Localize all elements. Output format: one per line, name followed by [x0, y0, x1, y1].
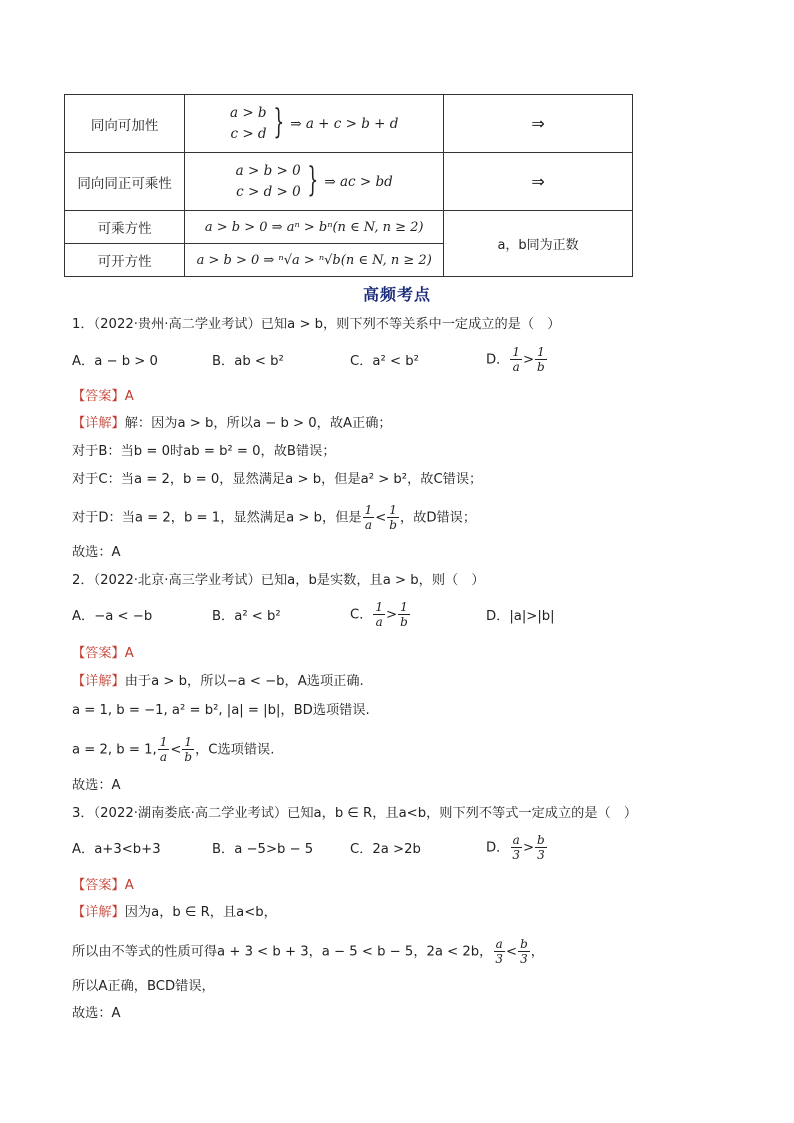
formula-line: a > b: [229, 104, 267, 121]
property-name: 可开方性: [65, 244, 185, 277]
q3-choose: 故选：A: [72, 1006, 121, 1021]
property-formula: [185, 95, 444, 153]
q1-option-b: B．ab < b²: [212, 354, 284, 369]
property-result: a，b同为正数: [444, 211, 633, 277]
formula-line: c > d > 0: [236, 183, 301, 200]
q3-detail-2: 所以由不等式的性质可得a + 3 < b + 3，a − 5 < b − 5，2a < 2b， $\frac{a}{3}$ < $\frac{b}{3}$ ，: [72, 937, 544, 966]
q3-option-a: A．a+3<b+3: [72, 842, 161, 857]
q3-option-d: D． $\frac{a}{3}$ > $\frac{b}{3}$: [486, 833, 545, 862]
property-result: ⇒: [444, 95, 633, 153]
q2-detail-2: a = 1, b = −1, a² = b², |a| = |b|，BD选项错误.: [72, 703, 370, 718]
question-3-stem: 3．（2022·湖南娄底·高二学业考试）已知a，b ∈ R，且a<b，则下列不等式一定成立的是（ ）: [72, 806, 638, 821]
table-row: [65, 153, 633, 211]
q2-choose: 故选：A: [72, 778, 121, 793]
q1-option-a: A．a − b > 0: [72, 354, 158, 369]
property-formula: a > b > 0 ⇒ ⁿ√a > ⁿ√b(n ∈ N, n ≥ 2): [185, 244, 444, 277]
property-name: 同向同正可乘性: [65, 153, 185, 211]
q2-answer: 【答案】A: [72, 646, 134, 661]
formula-conclusion: ⇒ ac > bd: [324, 173, 393, 190]
q2-option-d: D．|a|>|b|: [486, 609, 555, 624]
property-formula: [185, 153, 444, 211]
table-row: [65, 211, 633, 244]
q3-detail-3: 所以A正确，BCD错误，: [72, 979, 215, 994]
q3-detail-1: 【详解】因为a，b ∈ R，且a<b，: [72, 905, 277, 920]
property-name: 可乘方性: [65, 211, 185, 244]
q1-detail-3: 对于C：当a = 2，b = 0，显然满足a > b，但是a² > b²，故C错误；: [72, 472, 483, 487]
property-formula: a > b > 0 ⇒ aⁿ > bⁿ(n ∈ N, n ≥ 2): [185, 211, 444, 244]
q1-option-c: C．a² < b²: [350, 354, 419, 369]
question-1-stem: 1．（2022·贵州·高二学业考试）已知a > b，则下列不等关系中一定成立的是（ ）: [72, 317, 561, 332]
formula-conclusion: ⇒ a + c > b + d: [290, 115, 399, 132]
q1-detail-2: 对于B：当b = 0时ab = b² = 0，故B错误；: [72, 444, 336, 459]
right-brace-icon: }: [307, 159, 318, 200]
property-result: ⇒: [444, 153, 633, 211]
q3-option-b: B．a −5>b − 5: [212, 842, 314, 857]
q1-answer: 【答案】A: [72, 389, 134, 404]
q2-detail-3: a = 2, b = 1, $\frac{1}{a}$ < $\frac{1}{b}$ ，C选项错误.: [72, 735, 275, 764]
table-row: [65, 95, 633, 153]
section-title: 高频考点: [362, 285, 431, 304]
question-2-stem: 2．（2022·北京·高三学业考试）已知a，b是实数，且a > b，则（ ）: [72, 573, 485, 588]
q2-option-a: A．−a < −b: [72, 609, 153, 624]
q1-choose: 故选：A: [72, 545, 121, 560]
right-brace-icon: }: [272, 101, 284, 142]
q1-detail-4: 对于D：当a = 2，b = 1，显然满足a > b，但是 $\frac{1}{a}$ < $\frac{1}{b}$ ，故D错误；: [72, 503, 477, 532]
q2-option-c: C． $\frac{1}{a}$ > $\frac{1}{b}$: [350, 600, 408, 629]
q3-answer: 【答案】A: [72, 878, 134, 893]
inequality-properties-table: [64, 94, 633, 277]
q3-option-c: C．2a >2b: [350, 842, 421, 857]
formula-line: a > b > 0: [235, 162, 301, 179]
property-name: 同向可加性: [65, 95, 185, 153]
q2-detail-1: 【详解】由于a > b，所以−a < −b，A选项正确.: [72, 674, 364, 689]
q1-option-d: D． $\frac{1}{a}$ > $\frac{1}{b}$: [486, 345, 545, 374]
formula-line: c > d: [230, 125, 267, 142]
q2-option-b: B．a² < b²: [212, 609, 281, 624]
q1-detail-1: 【详解】解：因为a > b，所以a − b > 0，故A正确；: [72, 416, 392, 431]
